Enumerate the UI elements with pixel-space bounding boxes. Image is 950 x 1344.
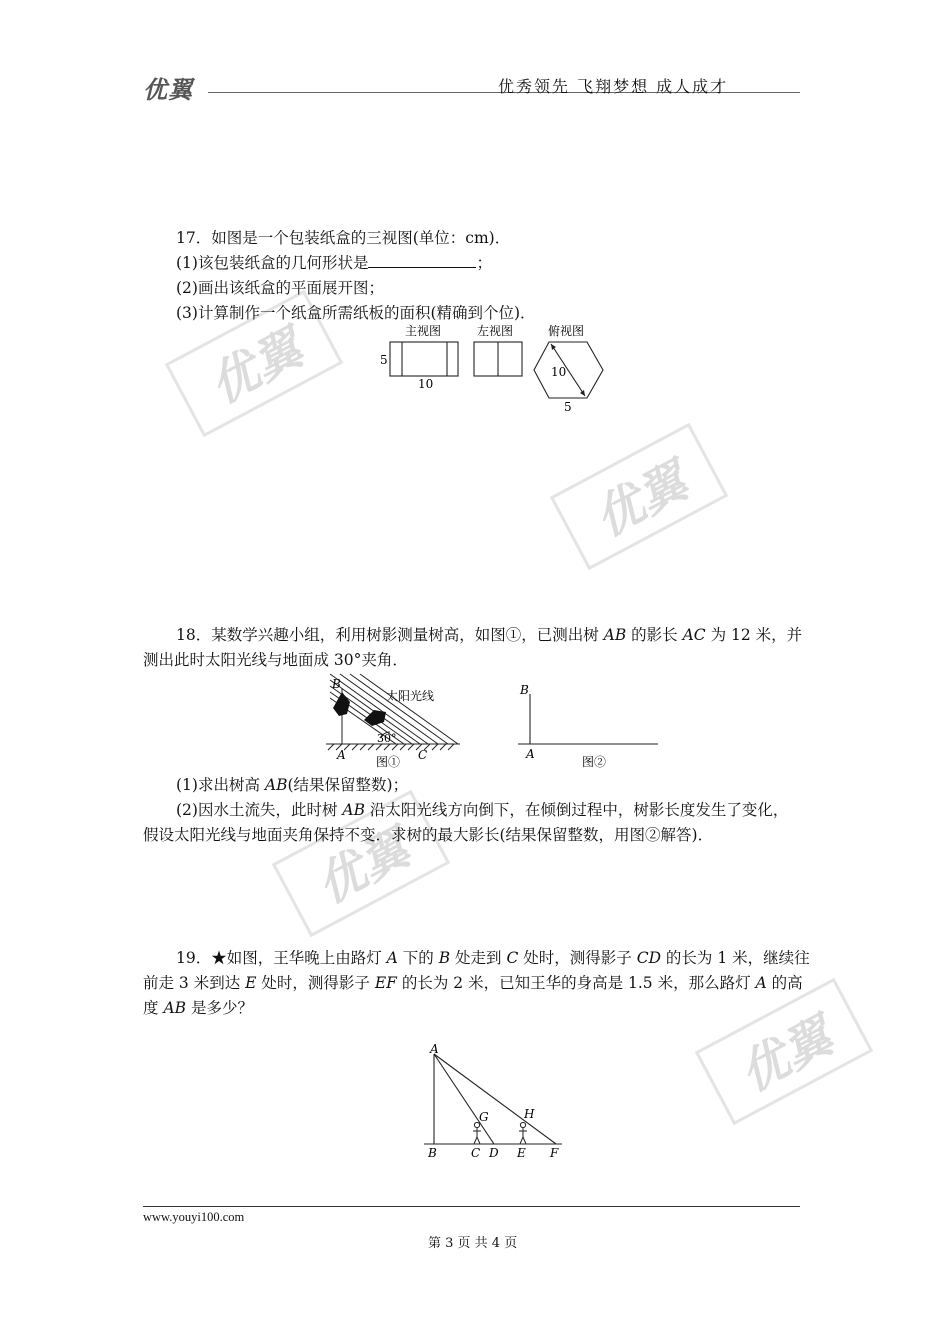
main-view-label: 主视图 (405, 324, 442, 338)
q19-line1 (176, 946, 810, 970)
q18-text: (结果保留整数)； (287, 776, 409, 794)
q18-segment-ab: AB (342, 801, 365, 819)
q19-point: E (245, 974, 257, 992)
side-label: 5 (564, 400, 572, 414)
light-ray-ad (434, 1054, 494, 1144)
point-e-label: E (517, 1146, 526, 1160)
point-h-label: H (524, 1107, 535, 1121)
q18-text: (2)因水土流失，此时树 (176, 801, 343, 819)
q18-segment-ab: AB (603, 626, 627, 644)
point-b-label: B (332, 677, 341, 691)
q18-text: 18．某数学兴趣小组，利用树影测量树高，如图①，已测出树 (176, 626, 604, 644)
q18-segment-ab: AB (264, 776, 288, 794)
point-d-label: D (489, 1146, 499, 1160)
point-c-label: C (471, 1146, 481, 1160)
diagonal-label: 10 (551, 365, 567, 379)
person-at-c (473, 1122, 481, 1144)
light-ray-af (434, 1054, 556, 1144)
q19-line3 (143, 996, 253, 1020)
q18-figure-2 (512, 678, 664, 772)
footer-rule (143, 1206, 800, 1207)
q18-part2-line2: 假设太阳光线与地面夹角保持不变．求树的最大影长(结果保留整数，用图②解答)． (143, 826, 714, 844)
q18-text: 为 12 米，并 (705, 626, 803, 644)
q19-text: 度 (143, 999, 164, 1017)
q18-text: (1)求出树高 (176, 776, 265, 794)
left-view-label: 左视图 (477, 324, 514, 338)
q19-segment: EF (374, 974, 397, 992)
figure-1-caption: 图① (376, 755, 401, 769)
watermark-logo: 优翼 (272, 790, 450, 937)
q19-text: 的长为 2 米，已知王华的身高是 1.5 米，那么路灯 (396, 974, 756, 992)
q19-text: 下的 (397, 949, 439, 967)
q18-part1 (176, 773, 408, 797)
q19-line2 (143, 971, 803, 995)
q17-part1-text: (1)该包装纸盒的几何形状是 (176, 254, 369, 272)
q19-point: B (438, 949, 451, 967)
watermark-logo: 优翼 (695, 978, 873, 1125)
q19-segment: CD (636, 949, 661, 967)
q17-part2: (2)画出该纸盒的平面展开图； (176, 279, 384, 297)
q19-point: A (755, 974, 767, 992)
q17-part3: (3)计算制作一个纸盒所需纸板的面积(精确到个位)． (176, 304, 536, 322)
top-view-label: 俯视图 (548, 324, 585, 338)
q19-text: 的长为 1 米，继续往 (661, 949, 810, 967)
watermark-logo: 优翼 (165, 290, 343, 437)
q17-stem: 17．如图是一个包装纸盒的三视图(单位：cm)． (176, 229, 511, 247)
q18-part2 (176, 798, 788, 822)
left-view-drawing (474, 342, 522, 376)
point-a-label: A (337, 748, 346, 762)
q17-three-views-figure (370, 320, 620, 420)
width-label: 10 (418, 377, 434, 391)
q19-text: 处走到 (450, 949, 507, 967)
point-a-label: A (526, 747, 535, 761)
point-a-label: A (430, 1042, 439, 1056)
header-slogan: 优秀领先 飞翔梦想 成人成才 (498, 77, 729, 96)
q19-text: 是多少？ (186, 999, 253, 1017)
q19-streetlight-figure (420, 1040, 570, 1165)
top-view-hexagon (534, 342, 603, 398)
figure-2-caption: 图② (582, 755, 607, 769)
q18-text: 沿太阳光线方向倒下，在倾倒过程中，树影长度发生了变化， (364, 801, 789, 819)
q19-text: 前走 3 米到达 (143, 974, 246, 992)
q18-line1 (176, 623, 802, 647)
watermark-logo: 优翼 (550, 423, 728, 570)
q19-text: 19．★如图，王华晚上由路灯 (176, 949, 387, 967)
q19-point: A (386, 949, 398, 967)
sunlight-label: 太阳光线 (386, 689, 435, 703)
point-g-label: G (479, 1110, 489, 1124)
height-label: 5 (380, 353, 388, 367)
q18-segment-ac: AC (682, 626, 706, 644)
point-b-label: B (520, 683, 529, 697)
q19-text: 的高 (766, 974, 803, 992)
angle-label: 30° (377, 732, 397, 745)
q17-part1-end: ； (476, 254, 492, 272)
footer-url: www.youyi100.com (143, 1210, 245, 1224)
q18-figure-1 (320, 672, 465, 772)
q19-point: C (506, 949, 519, 967)
point-b-label: B (428, 1146, 437, 1160)
header-logo: 优翼 (143, 76, 193, 104)
q18-line2: 测出此时太阳光线与地面成 30°夹角． (143, 651, 408, 669)
q19-text: 处时，测得影子 (518, 949, 637, 967)
q17-part1 (176, 251, 492, 275)
q18-text: 的影长 (626, 626, 683, 644)
answer-blank (368, 253, 476, 268)
q19-text: 处时，测得影子 (256, 974, 375, 992)
point-c-label: C (418, 748, 428, 762)
q19-segment: AB (163, 999, 187, 1017)
person-at-e (519, 1122, 527, 1144)
main-view-drawing (390, 342, 458, 376)
point-f-label: F (550, 1146, 559, 1160)
page-number: 第 3 页 共 4 页 (428, 1236, 518, 1251)
